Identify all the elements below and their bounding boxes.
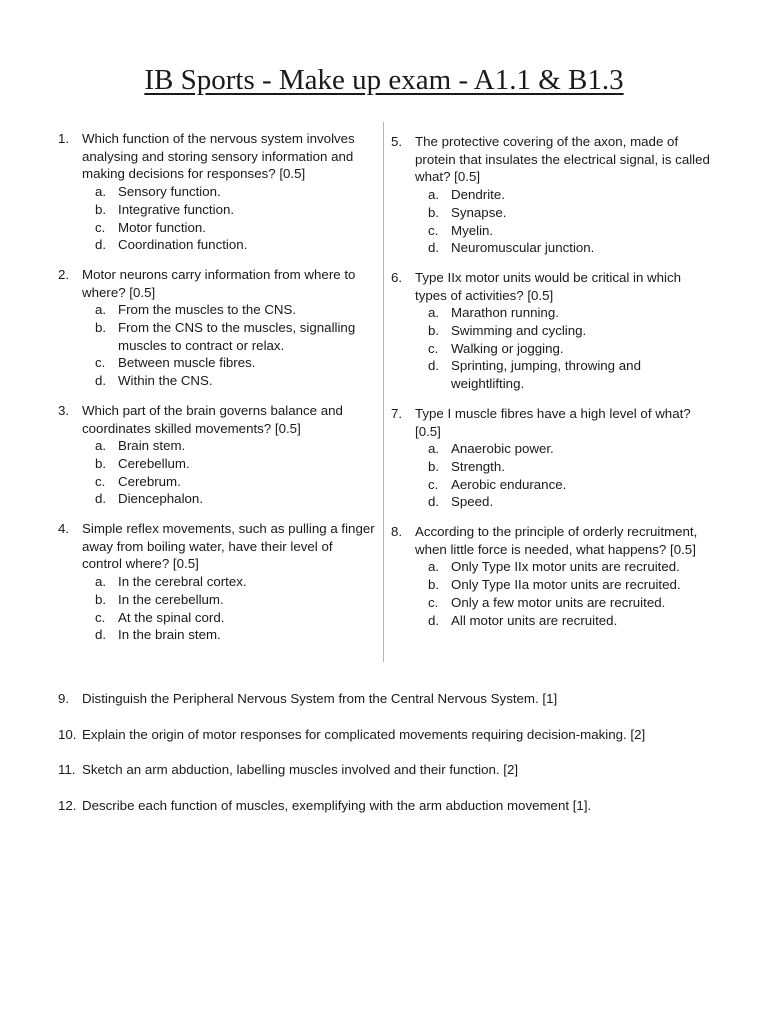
question-7: [391, 405, 713, 511]
option-b: [82, 319, 376, 354]
option-d: [82, 490, 376, 508]
option-c: [415, 594, 713, 612]
option-text: Cerebrum.: [118, 473, 181, 489]
option-d: [415, 612, 713, 630]
question-text: Describe each function of muscles, exemplifying with the arm abduction movement [1].: [82, 798, 592, 813]
option-c: [415, 222, 713, 240]
question-number: 9.: [58, 691, 70, 706]
question-6: [391, 269, 713, 393]
option-a: [415, 304, 713, 322]
question-text: Which function of the nervous system involves analysing and storing sensory information and making decisions for responses? [0.5]: [82, 131, 355, 182]
option-letter: b.: [428, 204, 440, 220]
column-divider: [383, 122, 384, 662]
option-c: [82, 354, 376, 372]
option-letter: c.: [95, 609, 106, 625]
question-4: [58, 520, 376, 644]
option-a: [415, 186, 713, 204]
question-number: 12.: [58, 798, 77, 813]
option-text: Sprinting, jumping, throwing and weightlifting.: [451, 358, 641, 392]
option-b: [415, 204, 713, 222]
option-a: [415, 558, 713, 576]
question-text: Sketch an arm abduction, labelling muscles involved and their function. [2]: [82, 762, 519, 777]
option-letter: a.: [95, 438, 107, 454]
option-text: Integrative function.: [118, 201, 235, 217]
option-letter: b.: [95, 591, 107, 607]
question-number: 6.: [391, 269, 403, 285]
option-letter: c.: [428, 476, 439, 492]
option-letter: d.: [428, 494, 440, 510]
option-text: Brain stem.: [118, 438, 186, 454]
option-text: Neuromuscular junction.: [451, 240, 595, 256]
option-a: [415, 440, 713, 458]
option-letter: d.: [428, 240, 440, 256]
question-number: 8.: [391, 524, 403, 540]
option-text: Anaerobic power.: [451, 441, 554, 457]
option-letter: b.: [428, 458, 440, 474]
option-list: [415, 186, 713, 257]
option-a: [82, 573, 376, 591]
option-text: Only a few motor units are recruited.: [451, 594, 666, 610]
option-text: Myelin.: [451, 222, 494, 238]
option-letter: b.: [95, 201, 107, 217]
question-text: Simple reflex movements, such as pulling a finger away from boiling water, have their level of control where? [0.5]: [82, 521, 375, 572]
question-text: The protective covering of the axon, made of protein that insulates the electrical signal, is called what? [0.5]: [415, 134, 710, 185]
option-letter: d.: [95, 627, 107, 643]
question-number: 3.: [58, 402, 70, 418]
question-text: Explain the origin of motor responses for complicated movements requiring decision-making. [2]: [82, 727, 646, 742]
option-c: [82, 609, 376, 627]
option-b: [82, 591, 376, 609]
option-letter: a.: [95, 302, 107, 318]
option-d: [82, 236, 376, 254]
option-letter: c.: [95, 473, 106, 489]
option-b: [415, 576, 713, 594]
option-letter: c.: [428, 222, 439, 238]
option-d: [415, 357, 713, 392]
option-letter: d.: [428, 612, 440, 628]
option-text: Marathon running.: [451, 305, 559, 321]
option-letter: d.: [95, 237, 107, 253]
right-question-column: [391, 133, 713, 629]
question-text: According to the principle of orderly recruitment, when little force is needed, what happens? [0.5]: [415, 524, 698, 557]
question-12: [58, 797, 591, 815]
option-text: Coordination function.: [118, 237, 248, 253]
question-number: 5.: [391, 134, 403, 149]
option-letter: b.: [428, 323, 440, 339]
option-letter: a.: [428, 441, 440, 457]
option-c: [82, 473, 376, 491]
option-text: Between muscle fibres.: [118, 355, 256, 371]
option-b: [415, 458, 713, 476]
option-letter: a.: [95, 184, 107, 200]
option-text: Dendrite.: [451, 187, 505, 203]
option-c: [415, 476, 713, 494]
option-a: [82, 301, 376, 319]
option-d: [415, 493, 713, 511]
option-b: [82, 455, 376, 473]
option-list: [82, 183, 376, 254]
option-text: Only Type IIa motor units are recruited.: [451, 577, 681, 593]
option-b: [82, 201, 376, 219]
option-text: In the cerebral cortex.: [118, 574, 247, 590]
option-text: Cerebellum.: [118, 455, 190, 471]
option-text: In the brain stem.: [118, 627, 221, 643]
question-text: Which part of the brain governs balance and coordinates skilled movements? [0.5]: [82, 402, 343, 436]
option-text: Walking or jogging.: [451, 340, 564, 356]
option-list: [82, 301, 376, 390]
question-8: [391, 523, 713, 629]
option-a: [82, 437, 376, 455]
option-letter: a.: [428, 305, 440, 321]
option-text: Aerobic endurance.: [451, 476, 567, 492]
option-letter: d.: [428, 358, 440, 374]
option-letter: c.: [428, 340, 439, 356]
option-letter: a.: [428, 187, 440, 203]
question-number: 10.: [58, 727, 77, 742]
option-letter: d.: [95, 373, 107, 389]
question-2: [58, 266, 376, 390]
option-text: Swimming and cycling.: [451, 323, 587, 339]
option-letter: d.: [95, 491, 107, 507]
option-text: Speed.: [451, 494, 494, 510]
option-list: [415, 558, 713, 629]
option-text: From the muscles to the CNS.: [118, 302, 297, 318]
option-c: [415, 340, 713, 358]
option-list: [415, 304, 713, 393]
option-letter: b.: [95, 320, 107, 336]
question-number: 1.: [58, 131, 70, 146]
option-letter: a.: [428, 559, 440, 575]
option-a: [82, 183, 376, 201]
question-text: Type I muscle fibres have a high level of what? [0.5]: [415, 405, 691, 439]
option-c: [82, 219, 376, 237]
option-text: At the spinal cord.: [118, 609, 225, 625]
option-text: Strength.: [451, 458, 505, 474]
option-letter: c.: [95, 219, 106, 235]
question-3: [58, 402, 376, 508]
question-10: [58, 726, 645, 744]
page-title: IB Sports - Make up exam - A1.1 & B1.3: [144, 64, 624, 96]
option-text: Sensory function.: [118, 184, 221, 200]
option-text: Within the CNS.: [118, 373, 213, 389]
question-5: [391, 133, 713, 257]
question-11: [58, 761, 518, 779]
question-text: Distinguish the Peripheral Nervous System from the Central Nervous System. [1]: [82, 691, 558, 706]
option-d: [82, 626, 376, 644]
option-list: [82, 573, 376, 644]
option-letter: b.: [95, 455, 107, 471]
option-text: Only Type IIx motor units are recruited.: [451, 559, 680, 575]
question-number: 4.: [58, 521, 70, 537]
question-1: [58, 130, 376, 254]
question-number: 2.: [58, 266, 70, 282]
question-number: 11.: [58, 762, 76, 777]
option-b: [415, 322, 713, 340]
option-list: [82, 437, 376, 508]
question-9: [58, 690, 557, 708]
option-text: Synapse.: [451, 204, 507, 220]
question-number: 7.: [391, 405, 403, 421]
option-letter: c.: [95, 355, 106, 371]
option-text: All motor units are recruited.: [451, 612, 618, 628]
option-text: Diencephalon.: [118, 491, 204, 507]
question-text: Type IIx motor units would be critical in which types of activities? [0.5]: [415, 269, 682, 303]
option-d: [415, 239, 713, 257]
option-list: [415, 440, 713, 511]
option-text: From the CNS to the muscles, signalling muscles to contract or relax.: [118, 320, 356, 353]
option-d: [82, 372, 376, 390]
option-letter: c.: [428, 594, 439, 610]
option-text: Motor function.: [118, 219, 206, 235]
option-text: In the cerebellum.: [118, 591, 224, 607]
option-letter: a.: [95, 574, 107, 590]
option-letter: b.: [428, 577, 440, 593]
left-question-column: [58, 130, 376, 644]
question-text: Motor neurons carry information from where to where? [0.5]: [82, 266, 356, 300]
